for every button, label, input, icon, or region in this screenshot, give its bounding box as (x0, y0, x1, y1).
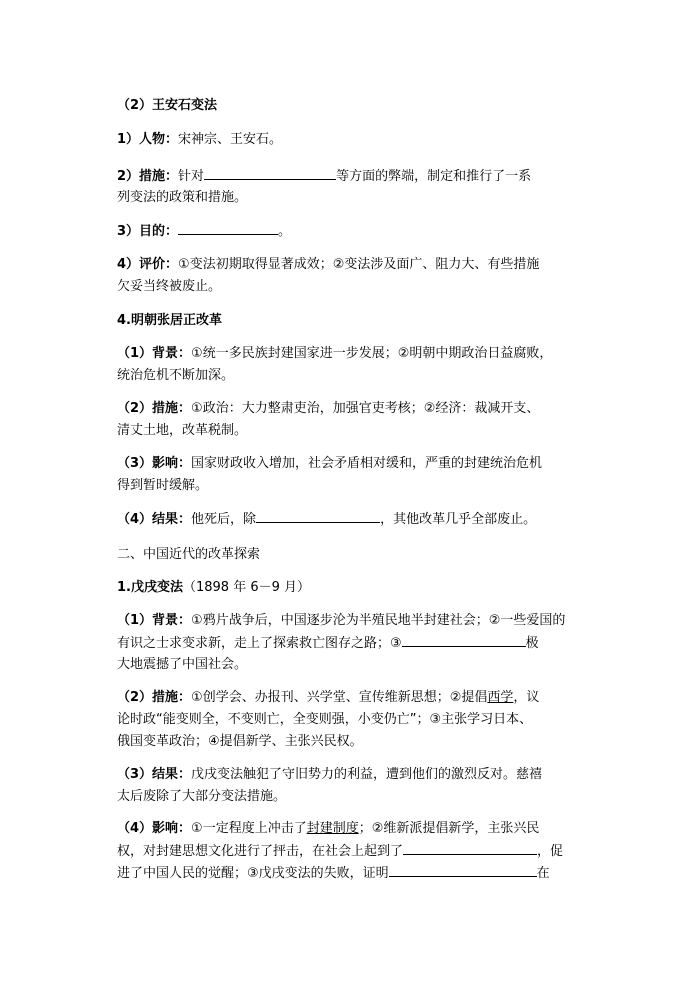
paragraph-measures (117, 398, 579, 442)
paragraph-purpose (117, 220, 579, 242)
underlined-term: 封建制度 (306, 821, 359, 836)
label: 3）目的： (117, 224, 179, 239)
paragraph-people (117, 129, 579, 151)
text: 列变法的政策和措施。 (117, 190, 248, 205)
text: 针对 (178, 169, 205, 184)
text: 他死后，除 (191, 512, 257, 527)
text: 宋神宗、王安石。 (178, 132, 283, 147)
text: 极 (525, 636, 539, 651)
paragraph-result (117, 508, 579, 530)
text: 论时政“能变则全，不变则亡，全变则强，小变仍亡”；③主张学习日本、 (117, 712, 533, 727)
text: 进了中国人民的觉醒；③戊戌变法的失败，证明 (117, 866, 389, 881)
fill-blank[interactable] (403, 840, 537, 855)
label: （2）措施： (117, 401, 192, 416)
label: （2）措施： (117, 690, 192, 705)
text: 权，对封建思想文化进行了抨击，在社会上起到了 (117, 844, 404, 859)
subsection-heading-wuxu (117, 577, 579, 599)
text: 俄国变革政治；④提倡新学、主张兴民权。 (117, 734, 363, 749)
fill-blank[interactable] (204, 165, 336, 180)
label: （1）背景： (117, 613, 192, 628)
paragraph-result (117, 764, 579, 808)
text: 统治危机不断加深。 (117, 368, 235, 383)
section-heading-zhang-juzheng: 4.明朝张居正改革 (117, 313, 222, 328)
label: （3）结果： (117, 767, 192, 782)
text: 有识之士求变求新，走上了探索救亡图存之路；③ (117, 636, 402, 651)
text: 戊戌变法触犯了守旧势力的利益，遭到他们的激烈反对。慈禧 (191, 767, 543, 782)
fill-blank[interactable] (389, 862, 537, 877)
text: 。 (278, 224, 292, 239)
text: ①统一多民族封建国家进一步发展；②明朝中期政治日益腐败， (191, 346, 553, 361)
section-heading-modern: 二、中国近代的改革探索 (117, 547, 261, 562)
text: ①政治：大力整肃吏治，加强官吏考核；②经济：裁减开支、 (191, 401, 540, 416)
label: （3）影响： (117, 456, 192, 471)
paragraph-measures (117, 165, 579, 209)
text: ①鸦片战争后，中国逐步沦为半殖民地半封建社会；②一些爱国的 (191, 613, 566, 628)
paragraph-evaluation (117, 254, 579, 298)
text: 太后废除了大部分变法措施。 (117, 789, 287, 804)
label: （1）背景： (117, 346, 192, 361)
text: 在 (536, 866, 550, 881)
paragraph-background (117, 343, 579, 387)
text: 得到暂时缓解。 (117, 478, 209, 493)
label: 1）人物： (117, 132, 179, 147)
text: ，其他改革几乎全部废止。 (380, 512, 537, 527)
underlined-term: 西学 (487, 690, 514, 705)
text: ①一定程度上冲击了 (191, 821, 307, 836)
date: （1898 年 6－9 月） (182, 580, 311, 595)
text: 等方面的弊端，制定和推行了一系 (336, 169, 532, 184)
text: 清丈土地，改革税制。 (117, 423, 248, 438)
title: 1.戊戌变法 (117, 580, 183, 595)
label: 4）评价： (117, 257, 179, 272)
section-heading-wang-anshi: （2）王安石变法 (117, 98, 218, 113)
text: 大地震撼了中国社会。 (117, 657, 248, 672)
paragraph-impact (117, 453, 579, 497)
text: ，促 (537, 844, 564, 859)
fill-blank[interactable] (256, 508, 380, 523)
text: ；②维新派提倡新学，主张兴民 (358, 821, 540, 836)
label: （4）结果： (117, 512, 192, 527)
text: ①变法初期取得显著成效；②变法涉及面广、阻力大、有些措施 (178, 257, 540, 272)
paragraph-measures (117, 687, 579, 753)
fill-blank[interactable] (402, 632, 526, 647)
text: ①创学会、办报刊、兴学堂、宣传维新思想；②提倡 (191, 690, 488, 705)
paragraph-impact (117, 818, 579, 884)
text: ，议 (513, 690, 540, 705)
fill-blank[interactable] (178, 220, 278, 235)
text: 欠妥当终被废止。 (117, 279, 222, 294)
text: 国家财政收入增加，社会矛盾相对缓和，严重的封建统治危机 (191, 456, 543, 471)
label: 2）措施： (117, 169, 179, 184)
paragraph-background (117, 610, 579, 676)
label: （4）影响： (117, 821, 192, 836)
